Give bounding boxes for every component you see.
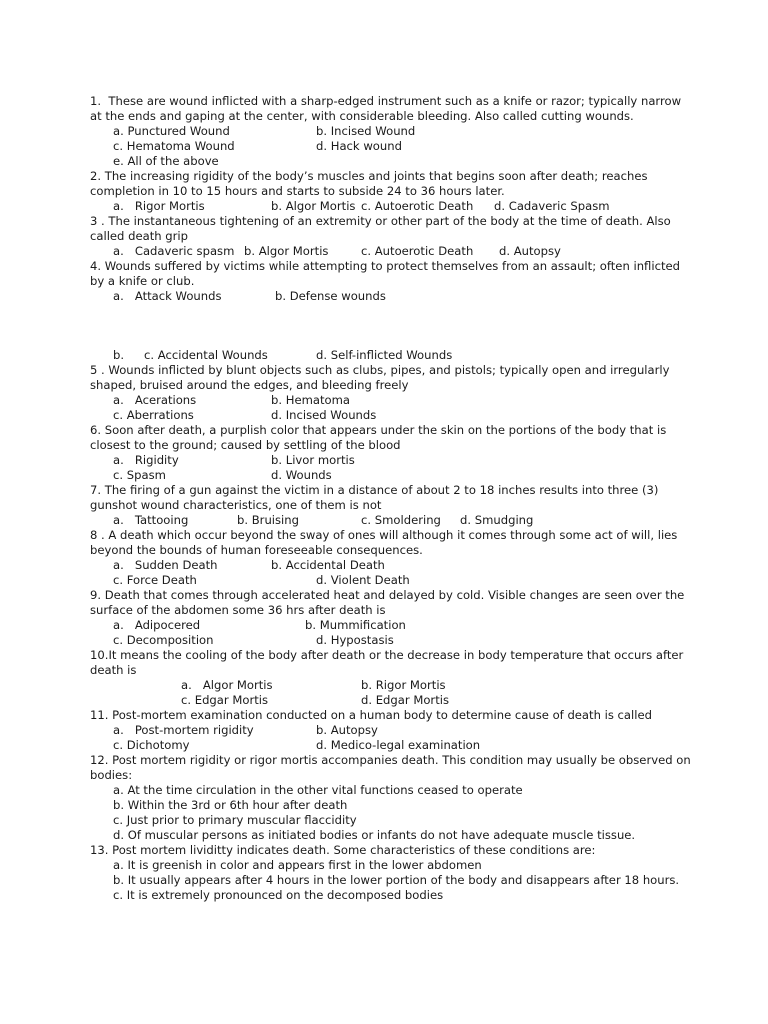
text-line: c. Smoldering	[361, 513, 441, 527]
text-line: 5 . Wounds inflicted by blunt objects such as clubs, pipes, and pistols; typically open and irregularly	[90, 363, 670, 377]
text-line: b. Autopsy	[316, 723, 378, 737]
text-line: b. Algor Mortis	[271, 199, 356, 213]
text-line: b. Incised Wound	[316, 124, 416, 138]
text-line: 12. Post mortem rigidity or rigor mortis accompanies death. This condition may usually be observed on	[90, 753, 691, 767]
text-line: b.	[113, 348, 125, 362]
text-line: 9. Death that comes through accelerated heat and delayed by cold. Visible changes are seen over the	[90, 588, 685, 602]
text-line: b. Within the 3rd or 6th hour after death	[113, 798, 348, 812]
text-line: c. Autoerotic Death	[361, 244, 474, 258]
text-line: closest to the ground; caused by settling of the blood	[90, 438, 401, 452]
text-line: c. Edgar Mortis	[181, 693, 269, 707]
text-line: a. Tattooing	[113, 513, 189, 527]
text-line: c. Just prior to primary muscular flaccidity	[113, 813, 357, 827]
text-line: a. Punctured Wound	[113, 124, 230, 138]
text-line: 3 . The instantaneous tightening of an extremity or other part of the body at the time of death. Also	[90, 214, 671, 228]
text-line: c. Dichotomy	[113, 738, 190, 752]
text-line: d. Of muscular persons as initiated bodies or infants do not have adequate muscle tissue.	[113, 828, 636, 842]
text-line: d. Edgar Mortis	[361, 693, 450, 707]
text-line: c. Decomposition	[113, 633, 214, 647]
text-line: gunshot wound characteristics, one of them is not	[90, 498, 382, 512]
text-line: 1. These are wound inflicted with a sharp-edged instrument such as a knife or razor; typically narrow	[90, 94, 682, 108]
text-line: d. Cadaveric Spasm	[494, 199, 610, 213]
text-line: d. Violent Death	[316, 573, 410, 587]
text-line: completion in 10 to 15 hours and starts to subside 24 to 36 hours later.	[90, 184, 505, 198]
text-line: b. Algor Mortis	[244, 244, 329, 258]
text-line: c. Spasm	[113, 468, 166, 482]
text-line: d. Smudging	[460, 513, 534, 527]
text-line: b. Mummification	[305, 618, 406, 632]
text-line: a. Attack Wounds	[113, 289, 222, 303]
text-line: 2. The increasing rigidity of the body’s muscles and joints that begins soon after death; reaches	[90, 169, 648, 183]
text-line: d. Medico-legal examination	[316, 738, 481, 752]
text-line: 7. The firing of a gun against the victim in a distance of about 2 to 18 inches results into three (3)	[90, 483, 659, 497]
text-line: a. Rigor Mortis	[113, 199, 205, 213]
text-line: d. Autopsy	[499, 244, 561, 258]
text-line: d. Self-inflicted Wounds	[316, 348, 453, 362]
text-line: bodies:	[90, 768, 133, 782]
text-line: 11. Post-mortem examination conducted on a human body to determine cause of death is called	[90, 708, 652, 722]
text-line: c. Force Death	[113, 573, 197, 587]
text-line: 13. Post mortem lividitty indicates death. Some characteristics of these conditions are:	[90, 843, 596, 857]
text-line: c. Hematoma Wound	[113, 139, 235, 153]
text-line: c. Aberrations	[113, 408, 194, 422]
text-line: a. Acerations	[113, 393, 197, 407]
text-line: called death grip	[90, 229, 188, 243]
text-line: c. Accidental Wounds	[144, 348, 268, 362]
text-line: a. Cadaveric spasm	[113, 244, 235, 258]
text-line: d. Wounds	[271, 468, 332, 482]
text-line: a. Adipocered	[113, 618, 201, 632]
text-line: e. All of the above	[113, 154, 219, 168]
text-line: by a knife or club.	[90, 274, 195, 288]
text-line: b. Hematoma	[271, 393, 351, 407]
text-line: 8 . A death which occur beyond the sway of ones will although it comes through some act of will, lies	[90, 528, 678, 542]
text-line: 4. Wounds suffered by victims while attempting to protect themselves from an assault; often inflicted	[90, 259, 680, 273]
text-line: b. Bruising	[237, 513, 299, 527]
text-line: b. It usually appears after 4 hours in the lower portion of the body and disappears after 18 hours.	[113, 873, 680, 887]
text-line: d. Incised Wounds	[271, 408, 377, 422]
text-line: b. Livor mortis	[271, 453, 355, 467]
text-line: surface of the abdomen some 36 hrs after death is	[90, 603, 386, 617]
text-line: b. Accidental Death	[271, 558, 385, 572]
text-line: a. Algor Mortis	[181, 678, 273, 692]
text-line: beyond the bounds of human foreseeable consequences.	[90, 543, 423, 557]
text-line: a. At the time circulation in the other vital functions ceased to operate	[113, 783, 523, 797]
text-line: d. Hack wound	[316, 139, 402, 153]
text-line: shaped, bruised around the edges, and bleeding freely	[90, 378, 409, 392]
text-line: 6. Soon after death, a purplish color that appears under the skin on the portions of the body that is	[90, 423, 667, 437]
text-line: a. Rigidity	[113, 453, 179, 467]
text-line: death is	[90, 663, 137, 677]
text-line: a. Sudden Death	[113, 558, 218, 572]
text-line: b. Rigor Mortis	[361, 678, 446, 692]
text-line: at the ends and gaping at the center, with considerable bleeding. Also called cutting wounds.	[90, 109, 634, 123]
text-line: a. Post-mortem rigidity	[113, 723, 254, 737]
text-line: 10.It means the cooling of the body after death or the decrease in body temperature that occurs after	[90, 648, 684, 662]
text-line: d. Hypostasis	[316, 633, 394, 647]
text-line: b. Defense wounds	[275, 289, 386, 303]
text-line: c. It is extremely pronounced on the decomposed bodies	[113, 888, 444, 902]
text-line: a. It is greenish in color and appears first in the lower abdomen	[113, 858, 482, 872]
text-line: c. Autoerotic Death	[361, 199, 474, 213]
